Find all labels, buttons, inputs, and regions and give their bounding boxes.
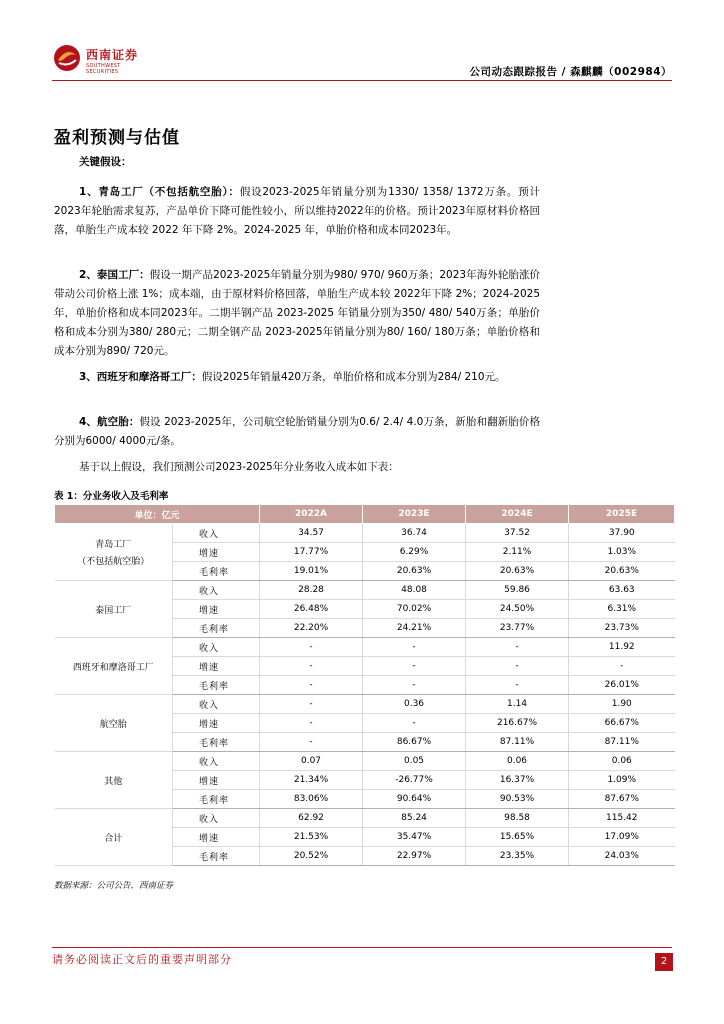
value-cell: 0.06 [569, 752, 675, 771]
metric-label: 增速 [173, 543, 260, 562]
value-cell: 35.47% [363, 828, 466, 847]
footer-divider [52, 947, 672, 948]
brand-name-en: SOUTHWEST SECURITIES [86, 63, 121, 75]
value-cell: 1.09% [569, 771, 675, 790]
value-cell: - [466, 638, 569, 657]
value-cell: 21.34% [260, 771, 363, 790]
value-cell: 66.67% [569, 714, 675, 733]
value-cell: - [569, 657, 675, 676]
value-cell: 83.06% [260, 790, 363, 809]
segment-name: 青岛工厂 [95, 540, 132, 550]
table-col-header: 2022A [260, 505, 363, 524]
assumption-1 [54, 183, 540, 240]
brand-logo [52, 43, 152, 77]
assumption-text: 假设 2023-2025年，公司航空轮胎销量分别为0.6/ 2.4/ 4.0万条，新胎和翻新胎价格分别为6000/ 4000元/条。 [54, 416, 540, 447]
segment-subname: （不包括航空胎） [77, 557, 150, 567]
table-col-header: 2024E [466, 505, 569, 524]
value-cell: 20.63% [569, 562, 675, 581]
segment-name: 其他 [104, 776, 123, 787]
value-cell: -26.77% [363, 771, 466, 790]
value-cell: 86.67% [363, 733, 466, 752]
segment-name: 合计 [104, 833, 123, 844]
metric-label: 收入 [173, 638, 260, 657]
metric-label: 毛利率 [173, 676, 260, 695]
value-cell: 62.92 [260, 809, 363, 828]
metric-label: 收入 [173, 752, 260, 771]
assumption-2 [54, 266, 540, 361]
value-cell: - [260, 657, 363, 676]
value-cell: 23.35% [466, 847, 569, 866]
assumption-label: 1、青岛工厂（不包括航空胎）： [79, 186, 240, 198]
value-cell: 15.65% [466, 828, 569, 847]
table-row [55, 524, 675, 543]
value-cell: 34.57 [260, 524, 363, 543]
value-cell: - [363, 638, 466, 657]
assumption-label: 4、航空胎： [79, 416, 140, 428]
segment-name-cell [55, 638, 173, 695]
data-source: 数据来源：公司公告，西南证券 [54, 881, 174, 891]
value-cell: 22.20% [260, 619, 363, 638]
metric-label: 收入 [173, 809, 260, 828]
table-col-header: 2025E [569, 505, 675, 524]
forecast-intro: 基于以上假设，我们预测公司2023-2025年分业务收入成本如下表： [79, 461, 399, 473]
value-cell: 90.53% [466, 790, 569, 809]
metric-label: 毛利率 [173, 790, 260, 809]
value-cell: 87.67% [569, 790, 675, 809]
value-cell: 21.53% [260, 828, 363, 847]
metric-label: 毛利率 [173, 619, 260, 638]
value-cell: 0.05 [363, 752, 466, 771]
assumption-label: 2、泰国工厂： [79, 269, 150, 281]
segment-name-cell [55, 524, 173, 581]
value-cell: 63.63 [569, 581, 675, 600]
table-body [55, 524, 675, 866]
value-cell: 0.06 [466, 752, 569, 771]
value-cell: 2.11% [466, 543, 569, 562]
assumption-text: 假设一期产品2023-2025年销量分别为980/ 970/ 960万条；2023年海外轮胎涨价带动公司价格上涨 1%；成本端，由于原材料价格回落，单胎生产成本较 2022年下降 2%；2024-2025 年，单胎价格和成本同2023年。二期半钢产品 2023-2025 年销量分别为350/ 480/ 540万条；单胎价格和成本分别为380/ 280元；二期全钢产品 2023-2025年销量分别为80/ 160/ 180万条；单胎价格和成本分别为890/ 720元。 [54, 269, 540, 357]
segment-name: 西班牙和摩洛哥工厂 [72, 662, 154, 673]
value-cell: 37.52 [466, 524, 569, 543]
segment-name-cell [55, 809, 173, 866]
section-title: 盈利预测与估值 [54, 128, 180, 148]
value-cell: - [466, 657, 569, 676]
value-cell: 23.77% [466, 619, 569, 638]
value-cell: 24.50% [466, 600, 569, 619]
value-cell: 48.08 [363, 581, 466, 600]
value-cell: 98.58 [466, 809, 569, 828]
value-cell: - [363, 657, 466, 676]
value-cell: 16.37% [466, 771, 569, 790]
value-cell: 1.90 [569, 695, 675, 714]
header-divider [52, 80, 672, 81]
value-cell: - [363, 714, 466, 733]
metric-label: 收入 [173, 524, 260, 543]
value-cell: 216.67% [466, 714, 569, 733]
value-cell: 85.24 [363, 809, 466, 828]
footer-disclaimer: 请务必阅读正文后的重要声明部分 [52, 953, 232, 966]
assumption-3 [54, 368, 540, 387]
table-unit-header: 单位：亿元 [55, 505, 260, 524]
value-cell: 70.02% [363, 600, 466, 619]
value-cell: - [466, 676, 569, 695]
segment-name-cell [55, 752, 173, 809]
value-cell: 23.73% [569, 619, 675, 638]
brand-name-cn: 西南证券 [86, 48, 139, 62]
value-cell: 59.86 [466, 581, 569, 600]
value-cell: 90.64% [363, 790, 466, 809]
value-cell: 1.14 [466, 695, 569, 714]
metric-label: 毛利率 [173, 733, 260, 752]
table-row [55, 752, 675, 771]
metric-label: 收入 [173, 581, 260, 600]
value-cell: 26.01% [569, 676, 675, 695]
value-cell: 22.97% [363, 847, 466, 866]
value-cell: 19.01% [260, 562, 363, 581]
logo-mark-icon [52, 43, 82, 73]
table-header-row [55, 505, 675, 524]
metric-label: 毛利率 [173, 847, 260, 866]
value-cell: - [260, 676, 363, 695]
value-cell: 28.28 [260, 581, 363, 600]
value-cell: - [363, 676, 466, 695]
segment-name: 泰国工厂 [95, 605, 132, 616]
segment-name: 航空胎 [99, 719, 127, 730]
value-cell: 11.92 [569, 638, 675, 657]
page-number: 2 [655, 953, 673, 971]
table-row [55, 638, 675, 657]
metric-label: 增速 [173, 657, 260, 676]
report-header-title: 公司动态跟踪报告 / 森麒麟（002984） [469, 66, 672, 78]
metric-label: 增速 [173, 714, 260, 733]
table-title: 表 1：分业务收入及毛利率 [54, 491, 169, 502]
value-cell: 17.77% [260, 543, 363, 562]
value-cell: 26.48% [260, 600, 363, 619]
value-cell: 24.03% [569, 847, 675, 866]
value-cell: 115.42 [569, 809, 675, 828]
value-cell: - [260, 638, 363, 657]
metric-label: 收入 [173, 695, 260, 714]
value-cell: - [260, 733, 363, 752]
assumptions-heading: 关键假设： [79, 156, 132, 168]
assumption-label: 3、西班牙和摩洛哥工厂： [79, 371, 202, 383]
value-cell: 37.90 [569, 524, 675, 543]
value-cell: 20.63% [466, 562, 569, 581]
value-cell: 1.03% [569, 543, 675, 562]
metric-label: 增速 [173, 828, 260, 847]
value-cell: - [260, 695, 363, 714]
value-cell: 24.21% [363, 619, 466, 638]
value-cell: 20.52% [260, 847, 363, 866]
value-cell: 87.11% [466, 733, 569, 752]
value-cell: 20.63% [363, 562, 466, 581]
segment-name-cell [55, 695, 173, 752]
assumption-4 [54, 413, 540, 451]
value-cell: 17.09% [569, 828, 675, 847]
value-cell: - [260, 714, 363, 733]
table-row [55, 809, 675, 828]
value-cell: 0.07 [260, 752, 363, 771]
value-cell: 87.11% [569, 733, 675, 752]
metric-label: 增速 [173, 600, 260, 619]
segment-revenue-table [54, 504, 675, 866]
value-cell: 0.36 [363, 695, 466, 714]
table-row [55, 581, 675, 600]
table-row [55, 695, 675, 714]
assumption-text: 假设2023-2025年销量分别为1330/ 1358/ 1372万条。预计2023年轮胎需求复苏，产品单价下降可能性较小，所以维持2022年的价格。预计2023年原材料价格回落，单胎生产成本较 2022 年下降 2%。2024-2025 年，单胎价格和成本同2023年。 [54, 186, 540, 236]
value-cell: 36.74 [363, 524, 466, 543]
assumption-text: 假设2025年销量420万条，单胎价格和成本分别为284/ 210元。 [201, 371, 506, 383]
value-cell: 6.31% [569, 600, 675, 619]
value-cell: 6.29% [363, 543, 466, 562]
metric-label: 毛利率 [173, 562, 260, 581]
metric-label: 增速 [173, 771, 260, 790]
segment-name-cell [55, 581, 173, 638]
table-col-header: 2023E [363, 505, 466, 524]
